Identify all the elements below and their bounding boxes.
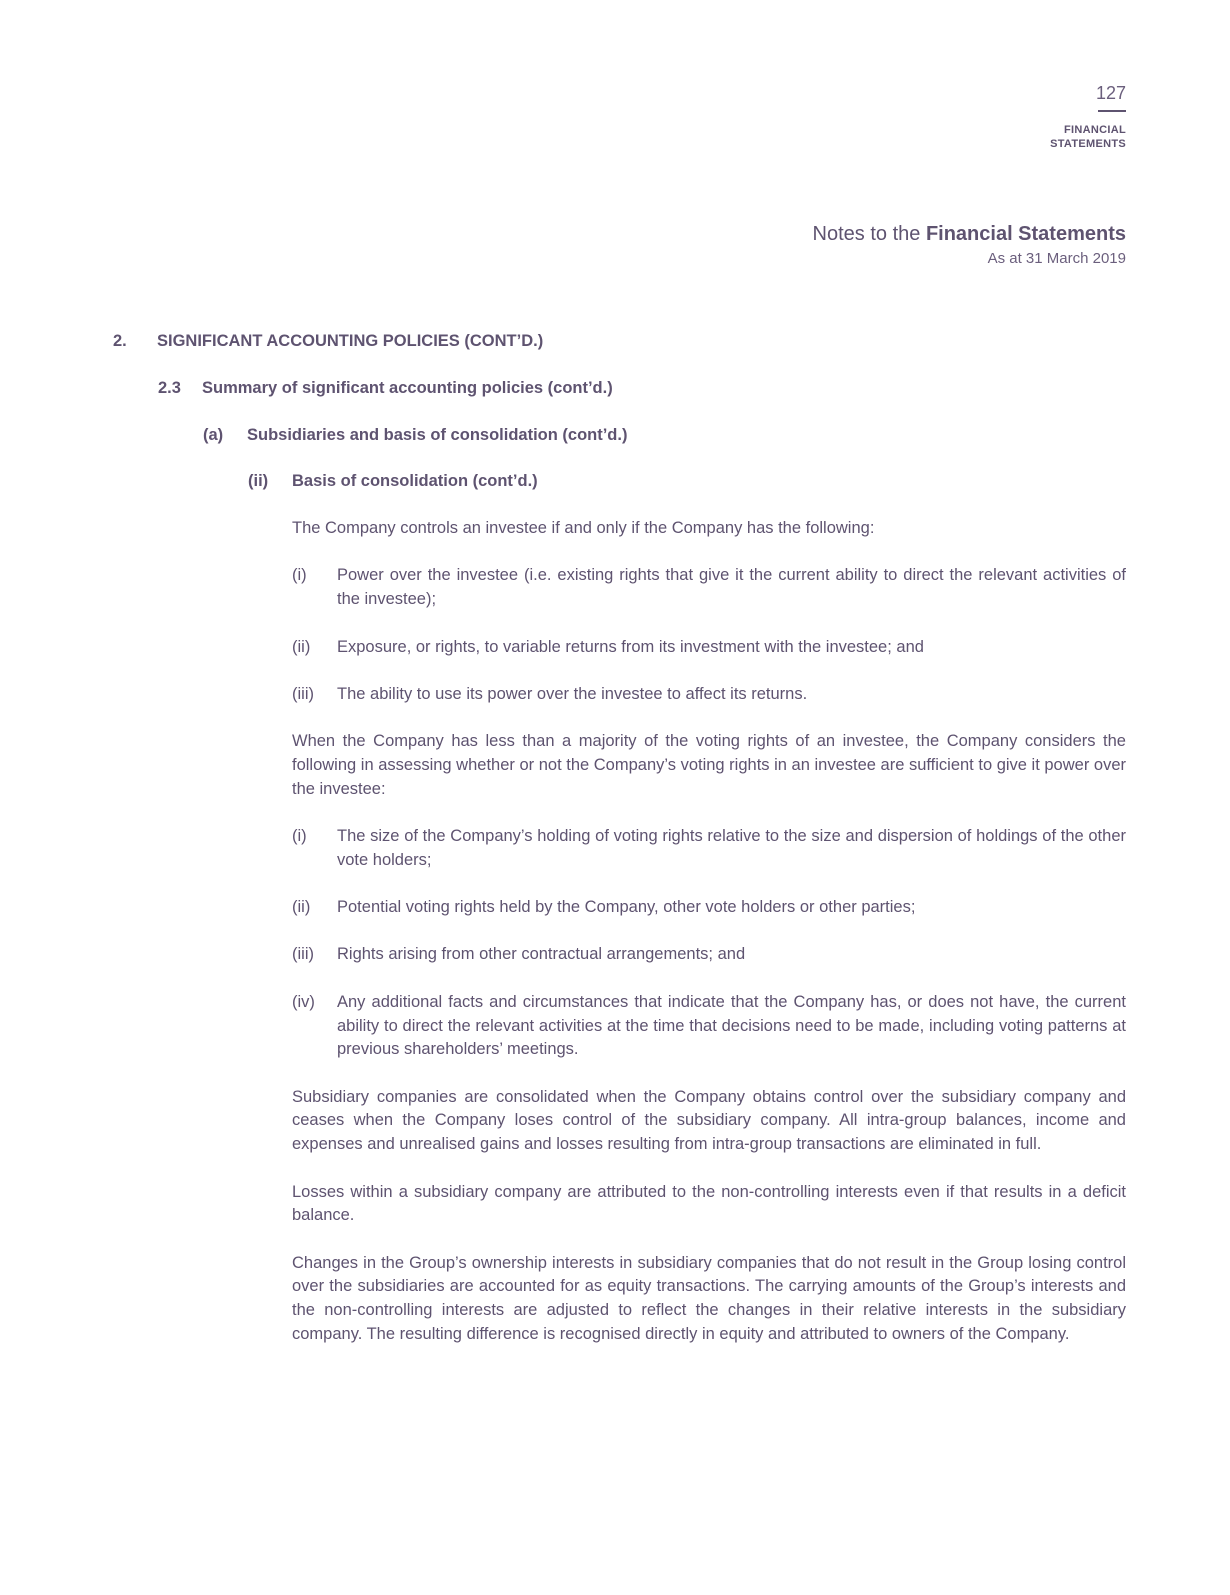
page-number: 127 — [1095, 83, 1126, 103]
list-text: Rights arising from other contractual arrangements; and — [337, 945, 746, 964]
document-title-prefix: Notes to the — [812, 223, 926, 245]
list-item — [292, 564, 1126, 612]
section-label: FINANCIAL STATEMENTS — [1050, 124, 1126, 150]
list-text: Potential voting rights held by the Company, other vote holders or other parties; — [337, 898, 916, 917]
section-number: 2. — [113, 332, 127, 350]
list-marker: (ii) — [292, 637, 311, 656]
section-title: SIGNIFICANT ACCOUNTING POLICIES (CONT’D.) — [157, 332, 544, 350]
page-header — [1050, 82, 1126, 151]
subsubsection-number: (a) — [203, 425, 224, 444]
item-title: Basis of consolidation (cont’d.) — [292, 472, 538, 491]
section-heading — [113, 330, 1230, 354]
list-text: Power over the investee (i.e. existing rights that give it the current ability to direct the relevant activities of the investee); — [337, 566, 1126, 609]
list-text: Any additional facts and circumstances that indicate that the Company has, or does not have, the current ability to direct the relevant activities at the time that decisions need to be made, including voting patterns at previous shareholders’ meetings. — [337, 992, 1126, 1059]
list-marker: (i) — [292, 566, 307, 585]
document-title — [813, 220, 1126, 248]
list-item — [292, 896, 1126, 920]
list-text: Exposure, or rights, to variable returns from its investment with the investee; and — [337, 637, 924, 656]
page-number-rule — [1098, 110, 1126, 112]
item-heading — [248, 470, 1230, 494]
list-marker: (iii) — [292, 945, 314, 964]
list-item — [292, 991, 1126, 1062]
paragraph: Losses within a subsidiary company are attributed to the non-controlling interests even if that results in a deficit balance. — [292, 1182, 1126, 1225]
list-text: The size of the Company’s holding of voting rights relative to the size and dispersion of holdings of the other vote holders; — [337, 827, 1126, 869]
list-marker: (iii) — [292, 684, 314, 703]
paragraph: The Company controls an investee if and only if the Company has the following: — [292, 519, 875, 538]
list-marker: (ii) — [292, 898, 311, 917]
document-title-block — [813, 220, 1126, 269]
list-marker: (i) — [292, 827, 307, 846]
page-content — [0, 330, 1230, 1370]
document-title-bold: Financial Statements — [925, 223, 1126, 245]
list-item — [292, 683, 1126, 707]
document-subtitle: As at 31 March 2019 — [987, 250, 1126, 267]
subsection-heading — [158, 377, 1230, 401]
paragraph: Subsidiary companies are consolidated when the Company obtains control over the subsidiary company and ceases when the Company loses control of the subsidiary company. All intra-group balances, income and expenses and unrealised gains and losses resulting from intra-group transactions are eliminated in full. — [292, 1087, 1126, 1154]
subsection-number: 2.3 — [158, 378, 181, 397]
list-marker: (iv) — [292, 992, 315, 1011]
list-text: The ability to use its power over the investee to affect its returns. — [337, 684, 808, 703]
paragraph: When the Company has less than a majority of the voting rights of an investee, the Company considers the following in assessing whether or not the Company’s voting rights in an investee are sufficient to give it power over the investee: — [292, 732, 1127, 798]
subsubsection-heading — [203, 424, 1230, 448]
list-item — [292, 943, 1126, 967]
item-number: (ii) — [248, 472, 269, 491]
list-item — [292, 636, 1126, 660]
subsubsection-title: Subsidiaries and basis of consolidation (cont’d.) — [247, 425, 628, 444]
paragraph: Changes in the Group’s ownership interests in subsidiary companies that do not result in the Group losing control over the subsidiaries are accounted for as equity transactions. The carrying amounts of the Group’s interests and the non-controlling interests are adjusted to reflect the changes in their relative interests in the subsidiary company. The resulting difference is recognised directly in equity and attributed to owners of the Company. — [292, 1253, 1126, 1344]
subsection-title: Summary of significant accounting policies (cont’d.) — [202, 378, 613, 397]
list-item — [292, 825, 1126, 873]
